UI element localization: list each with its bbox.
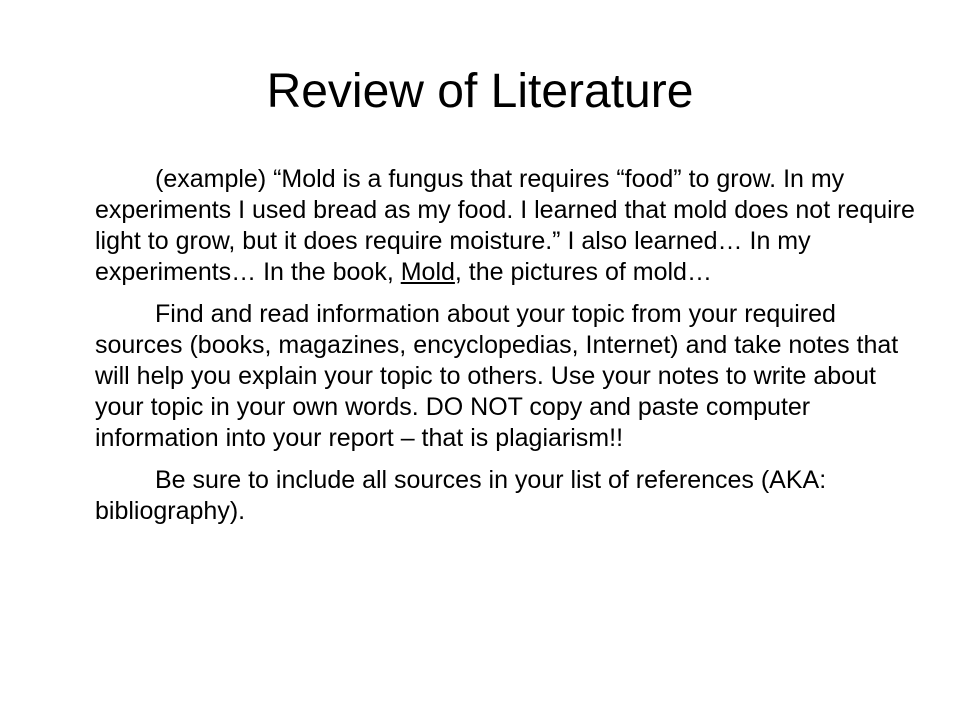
example-paragraph xyxy=(95,164,915,288)
instructions-paragraph: Find and read information about your topic from your required sources (books, magazines, encyclopedias, Internet) and take notes that will help you explain your topic to others. Use your notes to write about your topic in your own words. DO NOT copy and paste computer information into your report – that is plagiarism!! xyxy=(95,300,899,452)
slide-title: Review of Literature xyxy=(266,65,694,118)
slide-body xyxy=(95,164,915,538)
book-title-mold: Mold xyxy=(400,258,455,286)
sources-paragraph: Be sure to include all sources in your list of references (AKA: bibliography). xyxy=(95,466,827,525)
example-text-part1: (example) “Mold is a fungus that requires “food” to grow. In my experiments I used bread as my food. I learned that mold does not require light to grow, but it does require moisture.” I also learned… In my experiments… In the book, xyxy=(95,165,915,286)
example-text-part2: , the pictures of mold… xyxy=(454,258,712,286)
